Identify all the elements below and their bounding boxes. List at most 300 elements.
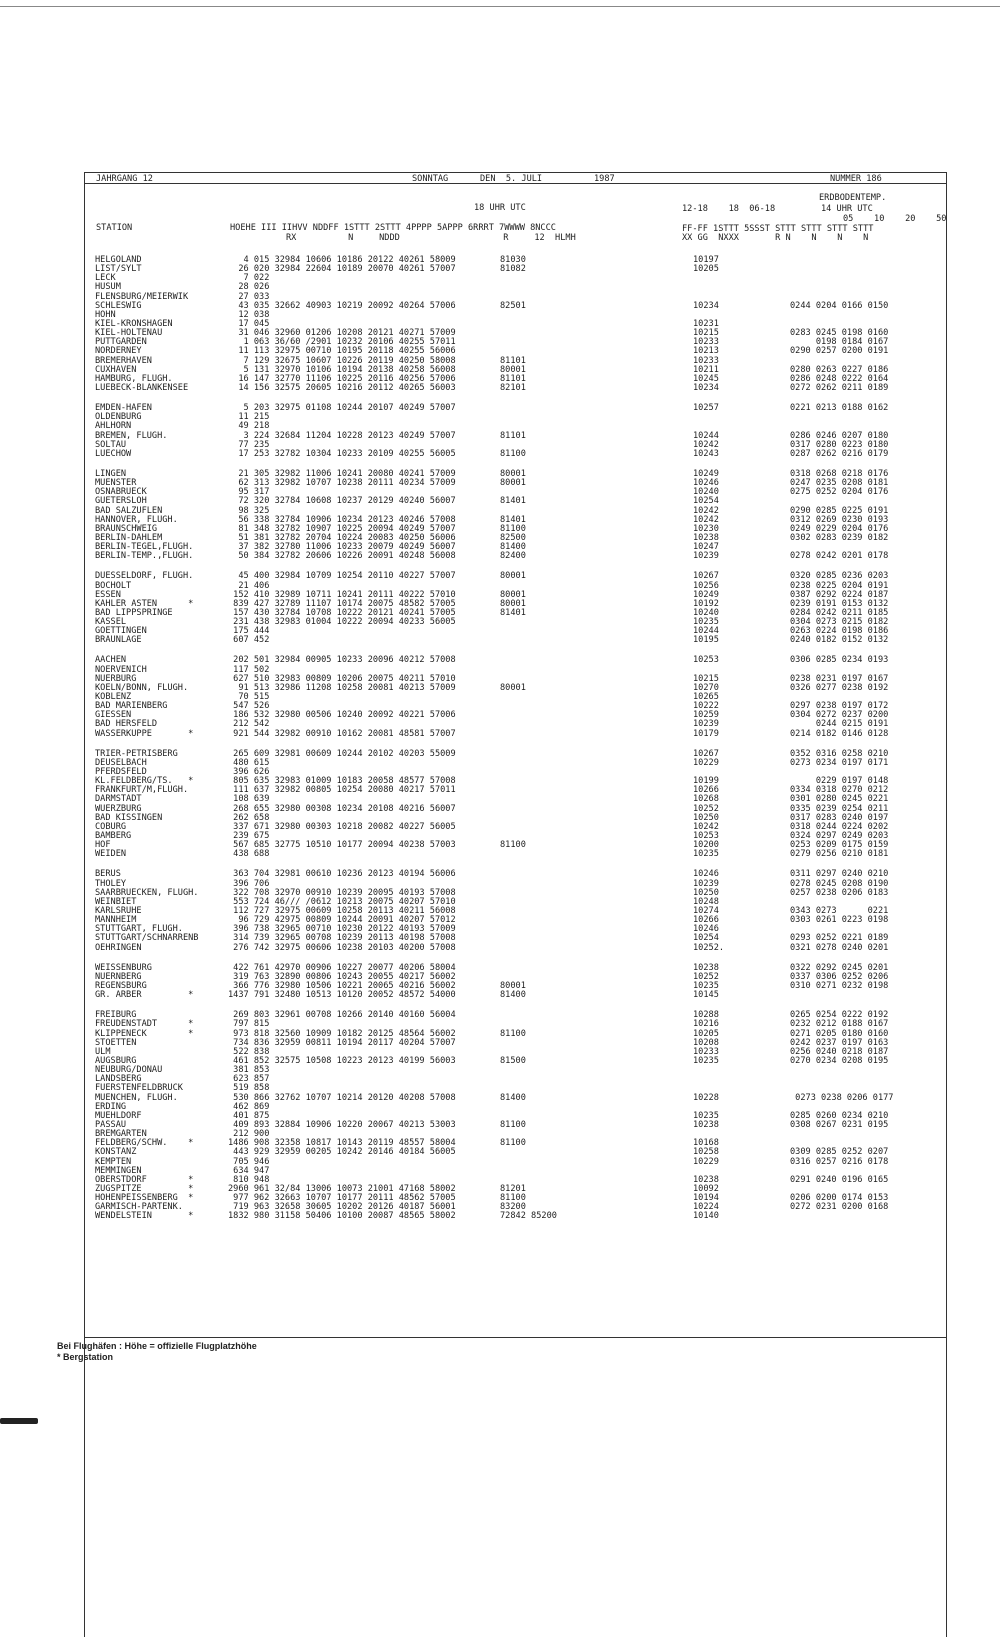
obs-codes: 973 818 32560 10909 10182 20125 48564 56002 xyxy=(228,1028,456,1039)
obs-codes: 117 502 xyxy=(228,664,270,675)
station-name: NUERBURG xyxy=(95,673,137,684)
extreme-codes: 10250 xyxy=(693,812,719,823)
station-name: LUECHOW xyxy=(95,448,132,459)
precip-codes: 81100 xyxy=(500,1138,526,1149)
extreme-codes: 10194 xyxy=(693,1193,719,1204)
table-row xyxy=(95,1212,940,1221)
soil-temps: 0221 0213 0188 0162 xyxy=(790,403,889,414)
obs-codes: 45 400 32984 10709 10254 20110 40227 57007 xyxy=(228,571,456,582)
station-name: BRAUNLAGE xyxy=(95,635,142,646)
station-name: BAMBERG xyxy=(95,831,132,842)
soil-temps: 0321 0278 0240 0201 xyxy=(790,942,889,953)
soil-temps: 0297 0238 0197 0172 xyxy=(790,701,889,712)
extreme-codes: 10213 xyxy=(693,346,719,357)
obs-codes: 95 317 xyxy=(228,487,270,498)
table-row xyxy=(95,450,940,459)
obs-codes: 269 803 32961 00708 10266 20140 40160 56004 xyxy=(228,1010,456,1021)
station-name: WUERZBURG xyxy=(95,803,142,814)
precip-codes: 81101 xyxy=(500,430,526,441)
soil-temps: 0324 0297 0249 0203 xyxy=(790,831,889,842)
precip-codes: 81100 xyxy=(500,448,526,459)
station-name: BREMERHAVEN xyxy=(95,355,152,366)
station-name: MUEHLDORF xyxy=(95,1110,142,1121)
extreme-codes: 10179 xyxy=(693,728,719,739)
table-row xyxy=(95,413,940,422)
extreme-codes: 10092 xyxy=(693,1183,719,1194)
station-name: OSNABRUECK xyxy=(95,487,147,498)
extreme-codes: 10238 xyxy=(693,962,719,973)
soil-depths: 05 10 20 50 xyxy=(843,214,947,224)
obs-codes: 719 963 32658 30605 10202 20126 40187 56001 xyxy=(228,1202,456,1213)
soil-temps: 0278 0245 0208 0190 xyxy=(790,878,889,889)
station-name: MEMMINGEN xyxy=(95,1165,142,1176)
obs-codes: 51 381 32782 20704 10224 20083 40250 56006 xyxy=(228,532,456,543)
extreme-codes: 10254 xyxy=(693,496,719,507)
extreme-codes: 10235 xyxy=(693,1110,719,1121)
obs-codes: 14 156 32575 20605 10216 20112 40265 56003 xyxy=(228,382,456,393)
station-name: AHLHORN xyxy=(95,421,132,432)
table-row xyxy=(95,552,940,561)
station-name: BERLIN-DAHLEM xyxy=(95,532,163,543)
obs-codes: 17 253 32782 10304 10233 20109 40255 56005 xyxy=(228,448,456,459)
table-row xyxy=(95,1121,940,1130)
table-bottom-rule xyxy=(84,1337,947,1338)
soil-temps: 0272 0231 0200 0168 xyxy=(790,1202,889,1213)
soil-temps: 0335 0239 0254 0211 xyxy=(790,803,889,814)
precip-codes: 81400 xyxy=(500,542,526,553)
extreme-codes: 10244 xyxy=(693,626,719,637)
obs-codes: 553 724 46/// /0612 10213 20075 40207 57010 xyxy=(228,896,456,907)
extreme-codes: 10192 xyxy=(693,598,719,609)
station-name: COBURG xyxy=(95,821,127,832)
soil-temps: 0320 0285 0236 0203 xyxy=(790,571,889,582)
station-name: BERLIN-TEMP.,FLUGH. xyxy=(95,551,194,562)
obs-codes: 461 852 32575 10508 10223 20123 40199 56003 xyxy=(228,1055,456,1066)
obs-codes: 530 866 32762 10707 10214 20120 40208 57008 xyxy=(228,1092,456,1103)
obs-codes: 212 542 xyxy=(228,719,270,730)
soil-temps: 0284 0242 0211 0185 xyxy=(790,607,889,618)
precip-codes: 80001 xyxy=(500,364,526,375)
precip-codes: 81030 xyxy=(500,255,526,265)
obs-codes: 96 729 42975 00809 10244 20091 40207 57012 xyxy=(228,915,456,926)
soil-temps: 0249 0229 0204 0176 xyxy=(790,523,889,534)
extreme-codes: 10168 xyxy=(693,1138,719,1149)
extreme-codes: 10233 xyxy=(693,1046,719,1057)
soil-temps: 0283 0245 0198 0160 xyxy=(790,328,889,339)
obs-codes: 337 671 32980 00303 10218 20082 40227 56005 xyxy=(228,821,456,832)
extreme-codes: 10288 xyxy=(693,1010,719,1021)
extreme-codes: 10267 xyxy=(693,571,719,582)
extreme-codes: 10222 xyxy=(693,701,719,712)
table-row xyxy=(95,759,940,768)
obs-codes: 239 675 xyxy=(228,831,270,842)
extreme-codes: 10252 xyxy=(693,971,719,982)
obs-codes: 3 224 32684 11204 10228 20123 40249 57007 xyxy=(228,430,456,441)
obs-codes: 112 727 32975 00609 10258 20113 40211 56008 xyxy=(228,906,456,916)
extreme-codes: 10247 xyxy=(693,542,719,553)
station-name: STUTTGART, FLUGH. xyxy=(95,924,183,935)
station-name: PASSAU xyxy=(95,1119,127,1130)
table-row xyxy=(95,730,940,739)
station-name: ERDING xyxy=(95,1101,127,1112)
extreme-codes: 10252. xyxy=(693,942,725,953)
table-row xyxy=(95,684,940,693)
obs-codes: 31 046 32960 01206 10208 20121 40271 57009 xyxy=(228,328,456,339)
obs-codes: 1832 980 31158 50406 10100 20087 48565 58002 xyxy=(228,1211,456,1222)
obs-codes: 2960 961 32/84 13006 10073 21001 47168 58002 xyxy=(228,1183,456,1194)
code-col-subheader: RX N NDDD R 12 HLMH xyxy=(286,233,576,243)
extreme-codes: 10235 xyxy=(693,1055,719,1066)
obs-codes: 522 838 xyxy=(228,1046,270,1057)
soil-temps: 0311 0297 0240 0210 xyxy=(790,869,889,880)
station-name: NOERVENICH xyxy=(95,664,147,675)
extreme-codes: 10208 xyxy=(693,1037,719,1048)
extreme-codes: 10145 xyxy=(693,990,719,1001)
station-name: KIEL-HOLTENAU xyxy=(95,328,163,339)
extreme-codes: 10233 xyxy=(693,355,719,366)
extreme-codes: 10246 xyxy=(693,924,719,935)
station-name: KEMPTEN xyxy=(95,1156,132,1167)
obs-codes: 314 739 32965 00708 10239 20113 40198 57008 xyxy=(228,933,456,944)
station-name: BRAUNSCHWEIG xyxy=(95,523,158,534)
soil-temps: 0280 0263 0227 0186 xyxy=(790,364,889,375)
station-name: DUESSELDORF, FLUGH. xyxy=(95,571,194,582)
obs-codes: 396 706 xyxy=(228,878,270,889)
soil-temps: 0198 0184 0167 xyxy=(790,337,889,348)
soil-temps: 0317 0283 0240 0197 xyxy=(790,812,889,823)
station-name: DARMSTADT xyxy=(95,794,142,805)
station-name: MUENSTER xyxy=(95,478,137,489)
station-name: STOETTEN xyxy=(95,1037,137,1048)
jahrgang-label: JAHRGANG 12 xyxy=(96,174,153,184)
extreme-codes: 10243 xyxy=(693,448,719,459)
station-name: OLDENBURG xyxy=(95,412,142,423)
extreme-codes: 10205 xyxy=(693,264,719,275)
soil-temp-title: ERDBODENTEMP. xyxy=(819,193,887,203)
station-name: BAD MARIENBERG xyxy=(95,701,168,712)
extreme-codes: 10195 xyxy=(693,635,719,646)
obs-codes: 62 313 32982 10707 10238 20111 40234 57009 xyxy=(228,478,456,489)
obs-codes: 1 063 36/60 /2901 10232 20106 40255 57011 xyxy=(228,337,456,348)
obs-codes: 567 685 32775 10510 10177 20094 40238 57003 xyxy=(228,840,456,851)
table-row xyxy=(95,656,940,665)
soil-temps: 0309 0285 0252 0207 xyxy=(790,1147,889,1158)
table-row xyxy=(95,283,940,292)
table-row xyxy=(95,636,940,645)
weekday-label: SONNTAG xyxy=(412,174,449,184)
obs-codes: 27 033 xyxy=(228,291,270,302)
soil-temps: 0232 0212 0188 0167 xyxy=(790,1019,889,1030)
precip-codes: 82101 xyxy=(500,382,526,393)
table-row xyxy=(95,1094,940,1103)
precip-codes: 81201 xyxy=(500,1183,526,1194)
soil-temps: 0273 0238 0206 0177 xyxy=(790,1092,894,1103)
obs-codes: 37 382 32780 11006 10233 20079 40249 56007 xyxy=(228,542,456,553)
station-name: BOCHOLT xyxy=(95,580,132,591)
soil-temps: 0316 0257 0216 0178 xyxy=(790,1156,889,1167)
soil-temps: 0312 0269 0230 0193 xyxy=(790,514,889,525)
extreme-codes: 10215 xyxy=(693,673,719,684)
obs-codes: 322 708 32970 00910 10239 20095 40193 57008 xyxy=(228,887,456,898)
obs-codes: 111 637 32982 00805 10254 20080 40217 57011 xyxy=(228,785,456,796)
station-name: TRIER-PETRISBERG xyxy=(95,748,178,759)
station-name: NUERNBERG xyxy=(95,971,142,982)
station-name: OBERSTDORF * xyxy=(95,1174,194,1185)
obs-codes: 152 410 32989 10711 10241 20111 40222 57010 xyxy=(228,589,456,600)
extreme-codes: 10267 xyxy=(693,748,719,759)
station-name: THOLEY xyxy=(95,878,127,889)
precip-codes: 81401 xyxy=(500,607,526,618)
extreme-codes: 10246 xyxy=(693,478,719,489)
station-name: KOBLENZ xyxy=(95,692,132,703)
obs-codes: 50 384 32782 20606 10226 20091 40248 56008 xyxy=(228,551,456,562)
soil-temps: 0239 0191 0153 0132 xyxy=(790,598,889,609)
extreme-codes: 10239 xyxy=(693,719,719,730)
station-name: FELDBERG/SCHW. * xyxy=(95,1138,194,1149)
extreme-codes: 10265 xyxy=(693,692,719,703)
soil-temps: 0387 0292 0224 0187 xyxy=(790,589,889,600)
extreme-codes: 10240 xyxy=(693,487,719,498)
station-name: GIESSEN xyxy=(95,710,132,721)
obs-codes: 319 763 32890 00806 10243 20055 40217 56002 xyxy=(228,971,456,982)
soil-temps: 0334 0318 0270 0212 xyxy=(790,785,889,796)
obs-codes: 56 338 32784 10906 10234 20123 40246 57008 xyxy=(228,514,456,525)
soil-temps: 0303 0261 0223 0198 xyxy=(790,915,889,926)
obs-codes: 16 147 32770 11106 10225 20116 40256 57006 xyxy=(228,373,456,384)
obs-codes: 547 526 xyxy=(228,701,270,712)
extreme-codes: 10242 xyxy=(693,821,719,832)
precip-codes: 81100 xyxy=(500,1119,526,1130)
soil-temps: 0256 0240 0218 0187 xyxy=(790,1046,889,1057)
soil-temps: 0229 0197 0148 xyxy=(790,776,889,787)
extreme-codes: 10230 xyxy=(693,523,719,534)
obs-codes: 262 658 xyxy=(228,812,270,823)
extreme-codes: 10268 xyxy=(693,794,719,805)
station-name: HELGOLAND xyxy=(95,255,142,265)
soil-temps: 0214 0182 0146 0128 xyxy=(790,728,889,739)
station-name: WEISSENBURG xyxy=(95,962,152,973)
station-name: EMDEN-HAFEN xyxy=(95,403,152,414)
soil-temps: 0308 0267 0231 0195 xyxy=(790,1119,889,1130)
station-name: WEIDEN xyxy=(95,849,127,860)
soil-temps: 0317 0280 0223 0180 xyxy=(790,439,889,450)
station-name: LECK xyxy=(95,273,116,284)
station-name: WENDELSTEIN * xyxy=(95,1211,194,1222)
station-name: BERUS xyxy=(95,869,121,880)
extreme-codes: 10249 xyxy=(693,468,719,479)
precip-codes: 81500 xyxy=(500,1055,526,1066)
soil-temps: 0318 0268 0218 0176 xyxy=(790,468,889,479)
soil-temps: 0257 0238 0206 0183 xyxy=(790,887,889,898)
extreme-codes: 10231 xyxy=(693,318,719,329)
station-name: ESSEN xyxy=(95,589,121,600)
soil-temps: 0301 0280 0245 0221 xyxy=(790,794,889,805)
extreme-codes: 10259 xyxy=(693,710,719,721)
extreme-codes: 10234 xyxy=(693,300,719,311)
obs-codes: 21 305 32982 11006 10241 20080 40241 57009 xyxy=(228,468,456,479)
obs-codes: 705 946 xyxy=(228,1156,270,1167)
soil-temps: 0253 0209 0175 0159 xyxy=(790,840,889,851)
station-col-header: STATION xyxy=(96,223,133,233)
precip-codes: 83200 xyxy=(500,1202,526,1213)
table-row xyxy=(95,404,940,413)
extreme-codes: 10245 xyxy=(693,373,719,384)
precip-codes: 81400 xyxy=(500,1092,526,1103)
soil-temps: 0287 0262 0216 0179 xyxy=(790,448,889,459)
station-name: HANNOVER, FLUGH. xyxy=(95,514,178,525)
obs-codes: 381 853 xyxy=(228,1065,270,1076)
table-row xyxy=(95,302,940,311)
soil-temps: 0285 0260 0234 0210 xyxy=(790,1110,889,1121)
station-name: PUTTGARDEN xyxy=(95,337,147,348)
obs-codes: 91 513 32986 11208 10258 20081 40213 57009 xyxy=(228,682,456,693)
table-row xyxy=(95,311,940,320)
station-name: HUSUM xyxy=(95,282,121,293)
table-row xyxy=(95,916,940,925)
scan-artifact xyxy=(0,1418,38,1424)
station-name: KIEL-KRONSHAGEN xyxy=(95,318,173,329)
footnote-mountain: * Bergstation xyxy=(57,1352,114,1362)
station-name: STUTTGART/SCHNARRENB xyxy=(95,933,199,944)
precip-codes: 81101 xyxy=(500,373,526,384)
precip-codes: 81100 xyxy=(500,1193,526,1204)
soil-temps: 0318 0244 0224 0202 xyxy=(790,821,889,832)
station-name: ULM xyxy=(95,1046,111,1057)
station-table xyxy=(95,256,940,1222)
soil-temps: 0263 0224 0198 0186 xyxy=(790,626,889,637)
station-name: LUEBECK-BLANKENSEE xyxy=(95,382,189,393)
extreme-codes: 10257 xyxy=(693,403,719,414)
footnote-airports: Bei Flughäfen : Höhe = offizielle Flugplatzhöhe xyxy=(57,1341,257,1351)
station-name: WASSERKUPPE * xyxy=(95,728,194,739)
station-name: SCHLESWIG xyxy=(95,300,142,311)
obs-codes: 977 962 32663 10707 10177 20111 48562 57005 xyxy=(228,1193,456,1204)
soil-temps: 0271 0205 0180 0160 xyxy=(790,1028,889,1039)
year-label: 1987 xyxy=(594,174,615,184)
obs-codes: 519 858 xyxy=(228,1083,270,1094)
soil-temps: 0286 0248 0222 0164 xyxy=(790,373,889,384)
extreme-codes: 10256 xyxy=(693,580,719,591)
extreme-codes: 10240 xyxy=(693,607,719,618)
station-name: LINGEN xyxy=(95,468,127,479)
obs-codes: 1437 791 32480 10513 10120 20052 48572 54000 xyxy=(228,990,456,1001)
soil-temps: 0238 0231 0197 0167 xyxy=(790,673,889,684)
station-name: KAHLER ASTEN * xyxy=(95,598,194,609)
soil-temps: 0270 0234 0208 0195 xyxy=(790,1055,889,1066)
obs-codes: 810 948 xyxy=(228,1174,270,1185)
obs-codes: 627 510 32983 00809 10206 20075 40211 57010 xyxy=(228,673,456,684)
obs-codes: 396 626 xyxy=(228,767,270,778)
obs-codes: 12 038 xyxy=(228,309,270,320)
precip-codes: 81100 xyxy=(500,840,526,851)
table-row xyxy=(95,850,940,859)
extreme-codes: 10239 xyxy=(693,551,719,562)
extreme-codes: 10205 xyxy=(693,1028,719,1039)
station-name: FLENSBURG/MEIERWIK xyxy=(95,291,189,302)
obs-codes: 28 026 xyxy=(228,282,270,293)
station-name: KONSTANZ xyxy=(95,1147,137,1158)
obs-codes: 4 015 32984 10606 10186 20122 40261 58009 xyxy=(228,255,456,265)
precip-codes: 80001 xyxy=(500,980,526,991)
station-name: GOETTINGEN xyxy=(95,626,147,637)
extreme-codes: 10238 xyxy=(693,1174,719,1185)
obs-codes: 212 900 xyxy=(228,1129,270,1140)
extreme-codes: 10252 xyxy=(693,803,719,814)
table-row xyxy=(95,889,940,898)
obs-codes: 157 430 32784 10708 10222 20121 40241 57005 xyxy=(228,607,456,618)
soil-temps: 0240 0182 0152 0132 xyxy=(790,635,889,646)
station-name: PFERDSFELD xyxy=(95,767,147,778)
station-name: NEUBURG/DONAU xyxy=(95,1065,163,1076)
precip-codes: 80001 xyxy=(500,478,526,489)
station-name: KL.FELDBERG/TS. * xyxy=(95,776,194,787)
extreme-codes: 10235 xyxy=(693,617,719,628)
obs-codes: 21 406 xyxy=(228,580,270,591)
extreme-codes: 10253 xyxy=(693,831,719,842)
precip-codes: 72842 85200 xyxy=(500,1211,557,1222)
obs-codes: 202 501 32984 00905 10233 20096 40212 57008 xyxy=(228,655,456,666)
table-row xyxy=(95,274,940,283)
soil-temps: 0343 0273 0221 xyxy=(790,906,889,916)
obs-codes: 72 320 32784 10608 10237 20129 40240 56007 xyxy=(228,496,456,507)
extreme-codes: 10242 xyxy=(693,514,719,525)
soil-temps: 0242 0237 0197 0163 xyxy=(790,1037,889,1048)
extreme-codes: 10224 xyxy=(693,1202,719,1213)
obs-codes: 77 235 xyxy=(228,439,270,450)
extreme-codes: 10254 xyxy=(693,933,719,944)
extreme-codes: 10234 xyxy=(693,382,719,393)
soil-temps: 0244 0215 0191 xyxy=(790,719,889,730)
soil-temps: 0291 0240 0196 0165 xyxy=(790,1174,889,1185)
obs-codes: 805 635 32983 01009 10183 20058 48577 57008 xyxy=(228,776,456,787)
obs-codes: 108 639 xyxy=(228,794,270,805)
precip-codes: 81100 xyxy=(500,1028,526,1039)
obs-codes: 26 020 32984 22604 10189 20070 40261 57007 xyxy=(228,264,456,275)
obs-time-label: 18 UHR UTC xyxy=(474,203,526,213)
table-row xyxy=(95,265,940,274)
obs-codes: 734 836 32959 00811 10194 20117 40204 57007 xyxy=(228,1037,456,1048)
soil-temps: 0265 0254 0222 0192 xyxy=(790,1010,889,1021)
obs-codes: 797 815 xyxy=(228,1019,270,1030)
obs-codes: 634 947 xyxy=(228,1165,270,1176)
soil-temps: 0286 0246 0207 0180 xyxy=(790,430,889,441)
soil-temps: 0278 0242 0201 0178 xyxy=(790,551,889,562)
precip-codes: 81400 xyxy=(500,990,526,1001)
obs-codes: 438 688 xyxy=(228,849,270,860)
obs-codes: 43 035 32662 40903 10219 20092 40264 57006 xyxy=(228,300,456,311)
station-name: SAARBRUECKEN, FLUGH. xyxy=(95,887,199,898)
obs-codes: 839 427 32789 11107 10174 20075 48582 57005 xyxy=(228,598,456,609)
soil-temps: 0273 0234 0197 0171 xyxy=(790,757,889,768)
extreme-codes: 10199 xyxy=(693,776,719,787)
obs-codes: 49 218 xyxy=(228,421,270,432)
extreme-codes: 10211 xyxy=(693,364,719,375)
obs-codes: 1486 908 32358 10817 10143 20119 48557 58004 xyxy=(228,1138,456,1149)
station-name: ZUGSPITZE * xyxy=(95,1183,194,1194)
precip-codes: 80001 xyxy=(500,571,526,582)
extreme-codes: 10215 xyxy=(693,328,719,339)
station-name: FRANKFURT/M,FLUGH. xyxy=(95,785,189,796)
extreme-codes: 10229 xyxy=(693,1156,719,1167)
obs-codes: 363 704 32981 00610 10236 20123 40194 56006 xyxy=(228,869,456,880)
obs-codes: 70 515 xyxy=(228,692,270,703)
precip-codes: 80001 xyxy=(500,682,526,693)
table-row xyxy=(95,1075,940,1084)
precip-codes: 81401 xyxy=(500,496,526,507)
table-row xyxy=(95,1057,940,1066)
soil-temps: 0272 0262 0211 0189 xyxy=(790,382,889,393)
obs-codes: 186 532 32980 00506 10240 20092 40221 57006 xyxy=(228,710,456,721)
